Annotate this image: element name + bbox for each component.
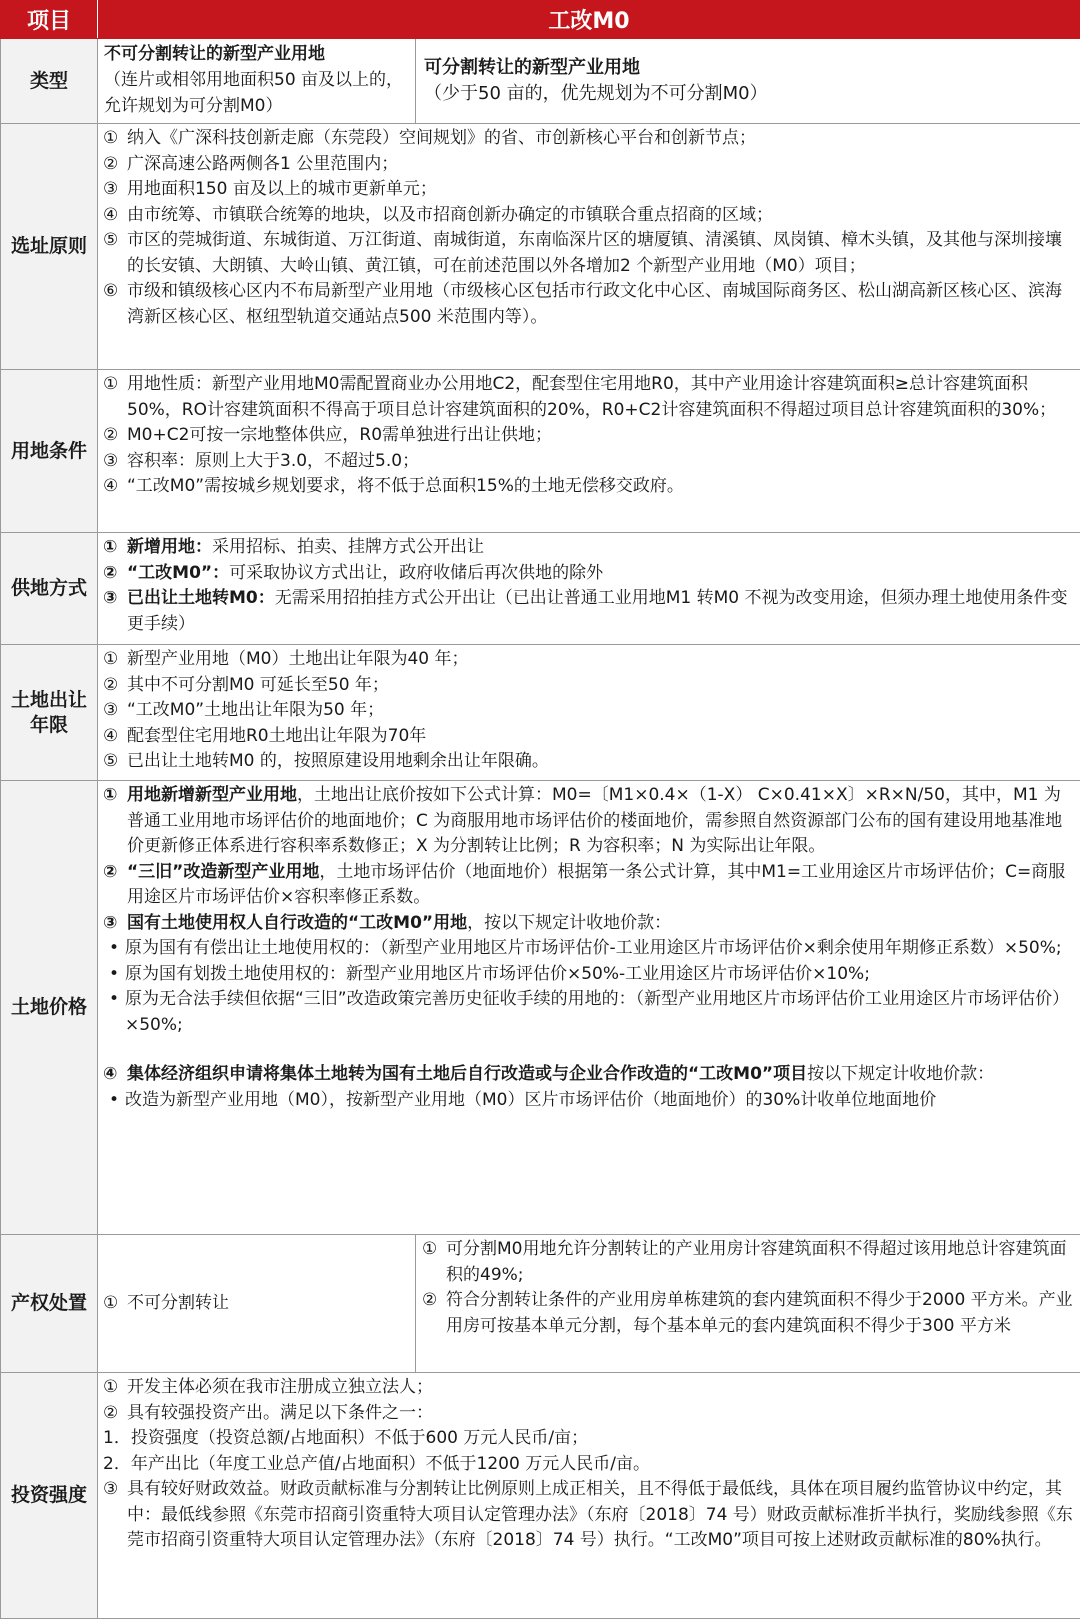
type-divisible-note: （少于50 亩的，优先规划为不可分割M0） — [424, 83, 768, 104]
header-m0: 工改M0 — [98, 1, 1080, 39]
list-item: ① 开发主体必须在我市注册成立独立法人； — [103, 1377, 433, 1397]
list-item: ④ 由市统筹、市镇联合统筹的地块，以及市招商创新办确定的市镇联合重点招商的区域； — [103, 204, 773, 225]
type-divisible — [416, 39, 1080, 124]
list-item: ④ “工改M0”需按城乡规划要求，将不低于总面积15%的土地无偿移交政府。 — [103, 476, 684, 496]
row-term — [1, 645, 1080, 781]
list-item: ③ 具有较好财政效益。财政贡献标准与分割转让比例原则上成正相关，且不得低于最低线，具体在项目履约监管协议中约定，其中：最低线参照《东莞市招商引资重特大项目认定管理办法》（东府〔2018〕74 号）财政贡献标准折半执行，奖励线参照《东莞市招商引资重特大项目认定管理办法》（东府〔2018〕74 号）执行。“工改M0”项目可按上述财政贡献标准的80%执行。 — [103, 1479, 1073, 1550]
header-item: 项目 — [1, 1, 98, 39]
list-item: ③ 国有土地使用权人自行改造的“工改M0”用地，按以下规定计收地价款： — [103, 912, 672, 933]
row-site — [1, 124, 1080, 370]
list-item: ① 不可分割转让 — [103, 1292, 229, 1313]
list-item: ② 具有较强投资产出。满足以下条件之一： — [103, 1402, 433, 1423]
list-item: ④ 集体经济组织申请将集体土地转为国有土地后自行改造或与企业合作改造的“工改M0”项目按以下规定计收地价款： — [103, 1064, 995, 1084]
type-indivisible — [98, 39, 416, 124]
row-label-land: 用地条件 — [1, 370, 98, 533]
list-item: ① 新增用地：采用招标、拍卖、挂牌方式公开出让 — [103, 537, 484, 557]
list-item: 2． 年产出比（年度工业总产值/占地面积）不低于1200 万元人民币/亩。 — [103, 1453, 650, 1474]
type-divisible-title: 可分割转让的新型产业用地 — [424, 57, 640, 78]
row-label-site: 选址原则 — [1, 124, 98, 370]
list-item: ⑤ 已出让土地转M0 的，按照原建设用地剩余出让年限确。 — [103, 751, 549, 771]
site-content — [98, 124, 1080, 370]
bullet-item: • 原为无合法手续但依据“三旧”改造政策完善历史征收手续的用地的：（新型产业用地区片市场评估价工业用途区片市场评估价）×50%; — [108, 989, 1070, 1035]
row-label-invest: 投资强度 — [1, 1373, 98, 1619]
term-content — [98, 645, 1080, 781]
row-land — [1, 370, 1080, 533]
row-invest — [1, 1373, 1080, 1619]
list-item: ② M0+C2可按一宗地整体供应，R0需单独进行出让供地； — [103, 425, 553, 445]
list-item: ② 其中不可分割M0 可延长至50 年； — [103, 674, 389, 695]
list-item: ③ 用地面积150 亩及以上的城市更新单元； — [103, 179, 437, 199]
list-item: ② “工改M0”：可采取协议方式出让，政府收储后再次供地的除外 — [103, 562, 604, 583]
bullet-item: • 原为国有划拨土地使用权的：新型产业用地区片市场评估价×50%-工业用途区片市场评估价×10%; — [108, 963, 870, 984]
list-item: ① 用地新增新型产业用地，土地出让底价按如下公式计算：M0=〔M1×0.4×（1-X） C×0.41×X〕×R×N/50，其中，M1 为普通工业用地市场评估价的地面地价；C 为商服用地市场评估价的楼面地价，需参照自然资源部门公布的国有建设用地基准地价更新修正体系进行容积率系数修正；X 为分割转让比例；R 为容积率；N 为实际出让年限。 — [103, 785, 1063, 856]
list-item: ① 纳入《广深科技创新走廊（东莞段）空间规划》的省、市创新核心平台和创新节点； — [103, 128, 756, 148]
price-content — [98, 781, 1080, 1235]
row-supply — [1, 533, 1080, 645]
list-item: ③ 已出让土地转M0：无需采用招拍挂方式公开出让（已出让普通工业用地M1 转M0 不视为改变用途，但须办理土地使用条件变更手续） — [103, 588, 1068, 634]
list-item: ⑤ 市区的莞城街道、东城街道、万江街道、南城街道，东南临深片区的塘厦镇、清溪镇、凤岗镇、樟木头镇，及其他与深圳接壤的长安镇、大朗镇、大岭山镇、黄江镇，可在前述范围以外各增加2 个新型产业用地（M0）项目； — [103, 230, 1062, 276]
list-item: ② “三旧”改造新型产业用地，土地市场评估价（地面地价）根据第一条公式计算，其中M1=工业用途区片市场评估价；C=商服用途区片市场评估价×容积率修正系数。 — [103, 861, 1066, 907]
row-property — [1, 1235, 1080, 1373]
table-header-row — [1, 1, 1080, 39]
list-item: 1． 投资强度（投资总额/占地面积）不低于600 万元人民币/亩； — [103, 1428, 589, 1448]
land-content — [98, 370, 1080, 533]
bullet-item: • 原为国有有偿出让土地使用权的：（新型产业用地区片市场评估价-工业用途区片市场评估价×剩余使用年期修正系数）×50%; — [108, 938, 1062, 958]
row-label-term: 土地出让 年限 — [1, 645, 98, 781]
list-item: ① 可分割M0用地允许分割转让的产业用房计容建筑面积不得超过该用地总计容建筑面积的49%; — [422, 1239, 1067, 1285]
list-item: ① 新型产业用地（M0）土地出让年限为40 年； — [103, 649, 469, 669]
type-indivisible-note: （连片或相邻用地面积50 亩及以上的，允许规划为可分割M0） — [104, 70, 404, 116]
row-type — [1, 39, 1080, 124]
list-item: ② 符合分割转让条件的产业用房单栋建筑的套内建筑面积不得少于2000 平方米。产业用房可按基本单元分割，每个基本单元的套内建筑面积不得少于300 平方米 — [422, 1290, 1073, 1336]
bullet-item: • 改造为新型产业用地（M0），按新型产业用地（M0）区片市场评估价（地面地价）的30%计收单位地面地价 — [108, 1089, 937, 1110]
invest-content — [98, 1373, 1080, 1619]
list-item: ① 用地性质：新型产业用地M0需配置商业办公用地C2，配套型住宅用地R0，其中产业用途计容建筑面积≥总计容建筑面积50%，RO计容建筑面积不得高于项目总计容建筑面积的20%，R0+C2计容建筑面积不得超过项目总计容建筑面积的30%； — [103, 374, 1057, 420]
list-item: ⑥ 市级和镇级核心区内不布局新型产业用地（市级核心区包括市行政文化中心区、南城国际商务区、松山湖高新区核心区、滨海湾新区核心区、枢纽型轨道交通站点500 米范围内等）。 — [103, 281, 1062, 327]
row-label-supply: 供地方式 — [1, 533, 98, 645]
list-item: ③ 容积率：原则上大于3.0，不超过5.0； — [103, 450, 420, 471]
list-item: ③ “工改M0”土地出让年限为50 年； — [103, 700, 385, 720]
property-indivisible — [98, 1235, 416, 1373]
list-item: ④ 配套型住宅用地R0土地出让年限为70年 — [103, 725, 427, 746]
row-price — [1, 781, 1080, 1235]
type-indivisible-title: 不可分割转让的新型产业用地 — [104, 44, 325, 64]
property-divisible — [416, 1235, 1080, 1373]
row-label-type: 类型 — [1, 39, 98, 124]
supply-content — [98, 533, 1080, 645]
row-label-property: 产权处置 — [1, 1235, 98, 1373]
list-item: ② 广深高速公路两侧各1 公里范围内； — [103, 153, 399, 174]
row-label-price: 土地价格 — [1, 781, 98, 1235]
